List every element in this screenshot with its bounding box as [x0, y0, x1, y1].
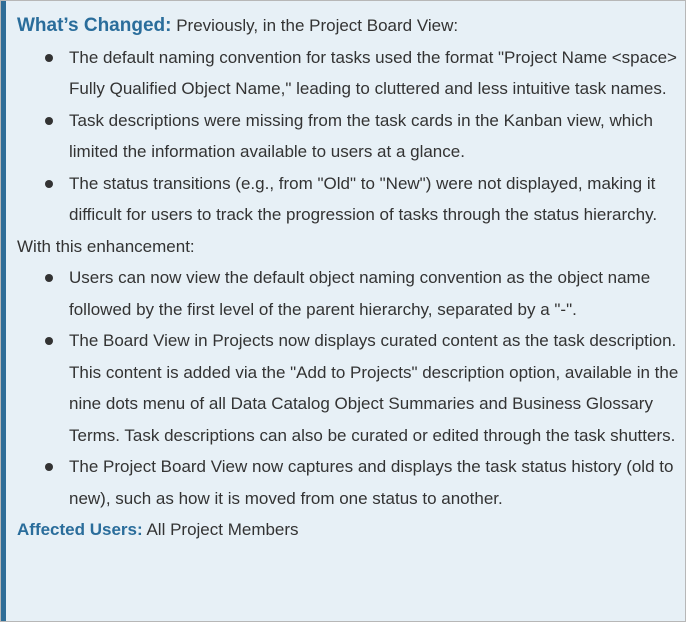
list-item [17, 325, 681, 451]
list-item [17, 42, 681, 105]
whats-changed-intro: Previously, in the Project Board View: [176, 16, 459, 35]
bullet-icon [45, 463, 53, 471]
list-item-text: The Board View in Projects now displays curated content as the task description. This content is added via the "Add to Projects" description option, available in the nine dots menu of all Data Catalog Object Summaries and Business Glossary Terms. Task descriptions can also be curated or edited through the task shutters. [69, 331, 679, 445]
list-item-text: Task descriptions were missing from the task cards in the Kanban view, which limited the information available to users at a glance. [69, 110, 653, 161]
bullet-icon [45, 274, 53, 282]
list-item-text: Users can now view the default object naming convention as the object name followed by the first level of the parent hierarchy, separated by a "-". [69, 268, 651, 319]
list-item-text: The status transitions (e.g., from "Old" to "New") were not displayed, making it difficult for users to track the progression of tasks through the status hierarchy. [69, 173, 658, 224]
whats-changed-label: What’s Changed: [17, 15, 172, 36]
list-item [17, 105, 681, 168]
list-item [17, 262, 681, 325]
affected-users-label: Affected Users: [17, 520, 143, 539]
accent-bar [1, 1, 6, 621]
affected-users-value: All Project Members [146, 520, 299, 539]
enhancement-intro: With this enhancement: [17, 236, 195, 256]
list-item-text: The Project Board View now captures and displays the task status history (old to new), such as how it is moved from one status to another. [69, 457, 674, 508]
list-item [17, 451, 681, 514]
affected-users-line [17, 514, 681, 546]
bullet-icon [45, 54, 53, 62]
enhancement-list [17, 262, 681, 514]
release-note-content [17, 10, 681, 546]
list-item-text: The default naming convention for tasks used the format "Project Name <space> Fully Qualified Object Name," leading to cluttered and less intuitive task names. [69, 47, 677, 98]
whats-changed-line [17, 10, 681, 42]
bullet-icon [45, 337, 53, 345]
previous-issues-list [17, 42, 681, 231]
bullet-icon [45, 180, 53, 188]
list-item [17, 168, 681, 231]
bullet-icon [45, 117, 53, 125]
